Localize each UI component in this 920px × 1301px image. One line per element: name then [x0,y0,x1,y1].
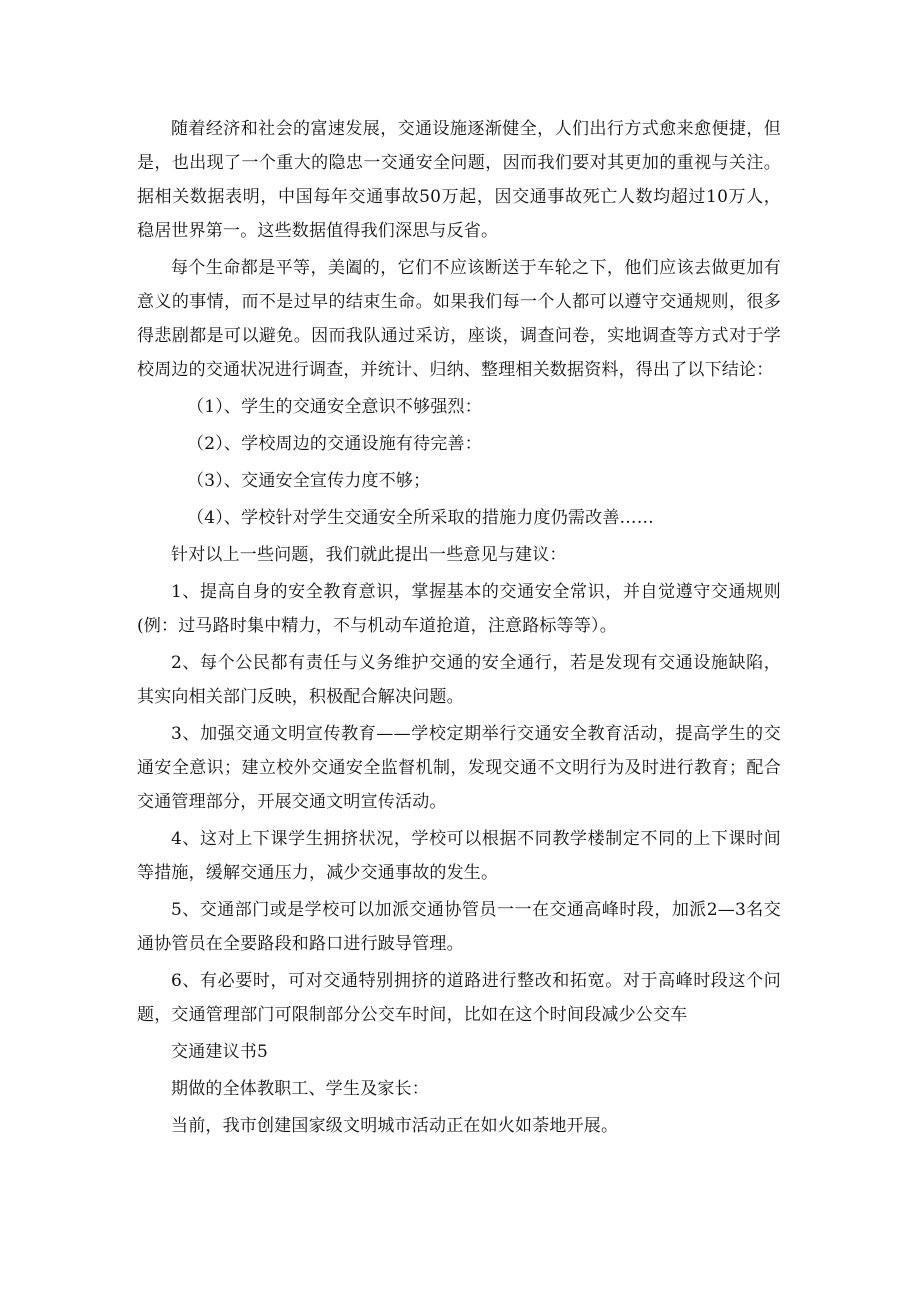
suggestion-item: 3、加强交通文明宣传教育——学校定期举行交通安全教育活动，提高学生的交通安全意识；建立校外交通安全监督机制，发现交通不文明行为及时进行教育；配合交通管理部分，开展交通文明宣传活动。 [137,724,781,812]
suggestion-item: 4、这对上下课学生拥挤状况，学校可以根据不同教学楼制定不同的上下课时间等措施，缓解交通压力，减少交通事故的发生。 [137,829,781,883]
conclusion-item: （1）、学生的交通安全意识不够强烈： [187,397,482,417]
section-title: 交通建议书5 [171,1042,269,1062]
suggestion-item: 5、交通部门或是学校可以加派交通协管员一一在交通高峰时段，加派2—3名交通协管员在全要路段和路口进行跛导管理。 [137,900,781,954]
suggestions-intro: 针对以上一些问题，我们就此提出一些意见与建议： [171,545,567,565]
suggestion-item: 2、每个公民都有责任与义务维护交通的安全通行，若是发现有交通设施缺陷，其实向相关部门反映，积极配合解决问题。 [137,653,781,707]
salutation: 期做的全体教职工、学生及家长： [171,1079,429,1099]
conclusion-list [137,390,781,535]
document-body [137,112,781,1143]
conclusion-item: （2）、学校周边的交通设施有待完善： [187,434,482,454]
conclusion-item: （4）、学校针对学生交通安全所采取的措施力度仍需改善…… [187,508,654,528]
paragraph-intro: 随着经济和社会的富速发展，交通设施逐渐健全，人们出行方式愈来愈便捷，但是，也出现了一个重大的隐忠一交通安全问题，因而我们要对其更加的重视与关注。据相关数据表明，中国每年交通事故50万起，因交通事故死亡人数均超过10万人，稳居世界第一。这些数据值得我们深思与反省。 [137,119,781,241]
suggestion-item: 1、提高自身的安全教育意识，掌握基本的交通安全常识，并自觉遵守交通规则(例：过马路时集中精力，不与机动车道抢道，注意路标等等）。 [137,582,781,636]
conclusion-item: （3）、交通安全宣传力度不够； [187,471,431,491]
paragraph-survey: 每个生命都是平等，美阖的，它们不应该断送于车轮之下，他们应该去做更加有意义的事情，而不是过早的结束生命。如果我们每一个人都可以遵守交通规则，很多得悲剧都是可以避免。因而我队通过采访，座谈，调查问卷，实地调查等方式对于学校周边的交通状况进行调查，并统计、归纳、整理相关数据资料，得出了以下结论： [137,258,781,380]
suggestion-item: 6、有必要时，可对交通特别拥挤的道路进行整改和拓宽。对于高峰时段这个问题，交通管理部门可限制部分公交车时间，比如在这个时间段减少公交车 [137,971,781,1025]
closing-line: 当前，我市创建国家级文明城市活动正在如火如荼地开展。 [171,1116,619,1136]
